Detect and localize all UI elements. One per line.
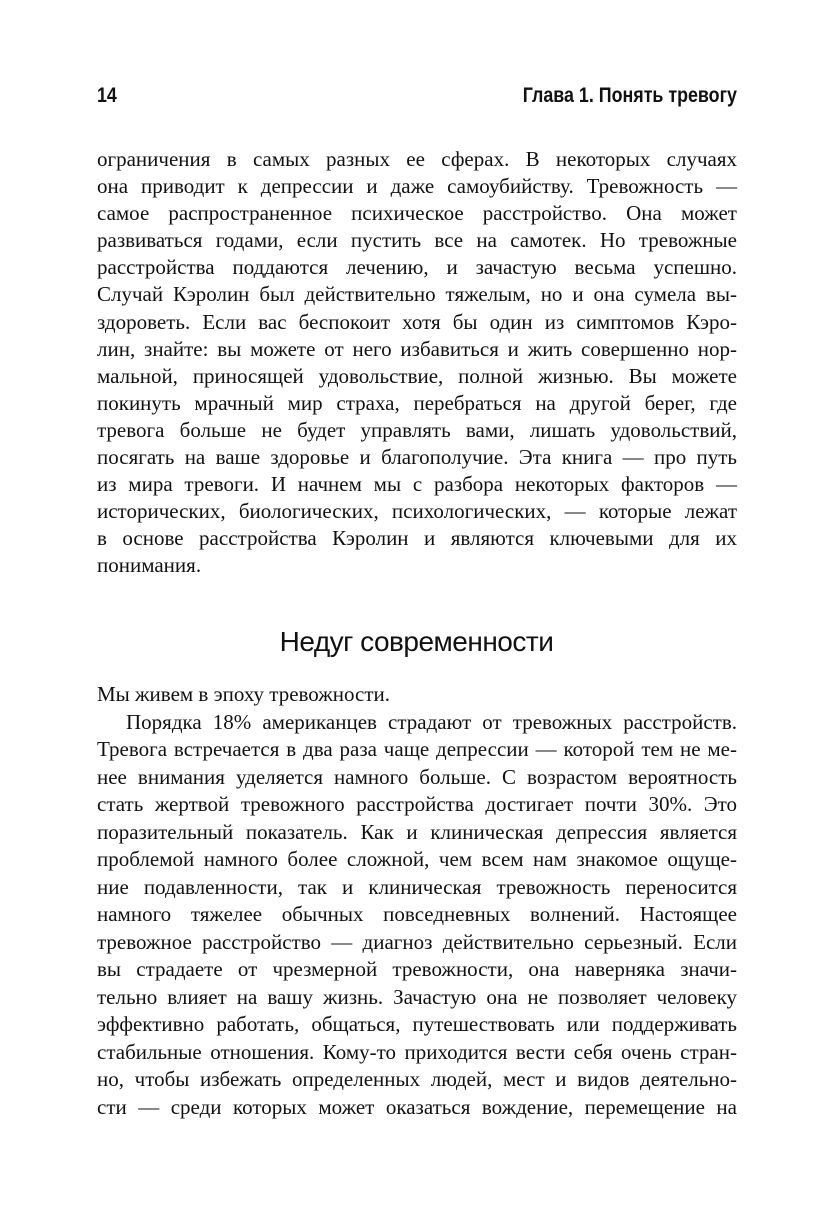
text-line: стабильные отношения. Кому-то приходится вести себя очень стран- [97,1039,737,1064]
section-heading: Недуг современности [279,626,554,657]
text-line: мальной, приносящей удовольствие, полной жизнью. Вы можете [97,363,737,388]
text-line: самое распространенное психическое расстройство. Она может [97,201,737,226]
text-line: покинуть мрачный мир страха, перебраться на другой берег, где [97,390,737,415]
text-line: Мы живем в эпоху тревожности. [97,682,391,706]
paragraph-body [97,681,737,1121]
text-line: Тревога встречается в два раза чаще депрессии — которой тем не ме- [97,737,737,761]
text-line: ограничения в самых разных ее сферах. В некоторых случаях [97,147,737,171]
text-line: посягать на ваше здоровье и благополучие. Эта книга — про путь [97,445,737,470]
text-line: Случай Кэролин был действительно тяжелым, но и она сумела вы- [97,282,737,307]
text-line: проблемой намного более сложной, чем всем нам знакомое ощуще- [97,847,737,871]
text-line: тревожное расстройство — диагноз действительно серьезный. Если [97,929,737,954]
text-line: Порядка 18% американцев страдают от тревожных расстройств. [126,709,737,734]
text-line: намного тяжелее обычных повседневных волнений. Настоящее [97,902,737,926]
text-line: нее внимания уделяется намного больше. С возрастом вероятность [97,764,737,789]
running-title: Глава 1. Понять тревогу [522,84,737,107]
text-line: развиваться годами, если пустить все на самотек. Но тревожные [97,228,737,253]
text-line: понимания. [97,553,202,578]
text-line: тельно влияет на вашу жизнь. Зачастую она не позволяет человеку [97,984,737,1009]
text-line: эффективно работать, общаться, путешествовать или поддерживать [97,1012,737,1036]
text-line: здороветь. Если вас беспокоит хотя бы один из симптомов Кэро- [97,309,737,334]
text-line: поразительный показатель. Как и клиническая депрессия является [97,819,737,844]
text-line: ние подавленности, так и клиническая тревожность переносится [97,874,737,899]
text-line: лин, знайте: вы можете от него избавиться и жить совершенно нор- [97,336,737,361]
text-line: расстройства поддаются лечению, и зачастую весьма успешно. [97,255,737,280]
paragraph-intro [97,146,737,580]
text-line: исторических, биологических, психологических, — которые лежат [97,499,737,524]
text-line: но, чтобы избежать определенных людей, мест и видов деятельно- [97,1067,737,1091]
page-number: 14 [97,84,117,107]
text-line: стать жертвой тревожного расстройства достигает почти 30%. Это [97,792,737,816]
text-line: в основе расстройства Кэролин и являются ключевыми для их [97,526,737,551]
text-line: сти — среди которых может оказаться вождение, перемещение на [97,1094,737,1119]
text-line: из мира тревоги. И начнем мы с разбора некоторых факторов — [97,472,737,497]
text-line: она приводит к депрессии и даже самоубийству. Тревожность — [97,174,737,199]
text-line: вы страдаете от чрезмерной тревожности, она наверняка значи- [97,957,737,981]
text-line: тревога больше не будет управлять вами, лишать удовольствий, [97,417,737,442]
